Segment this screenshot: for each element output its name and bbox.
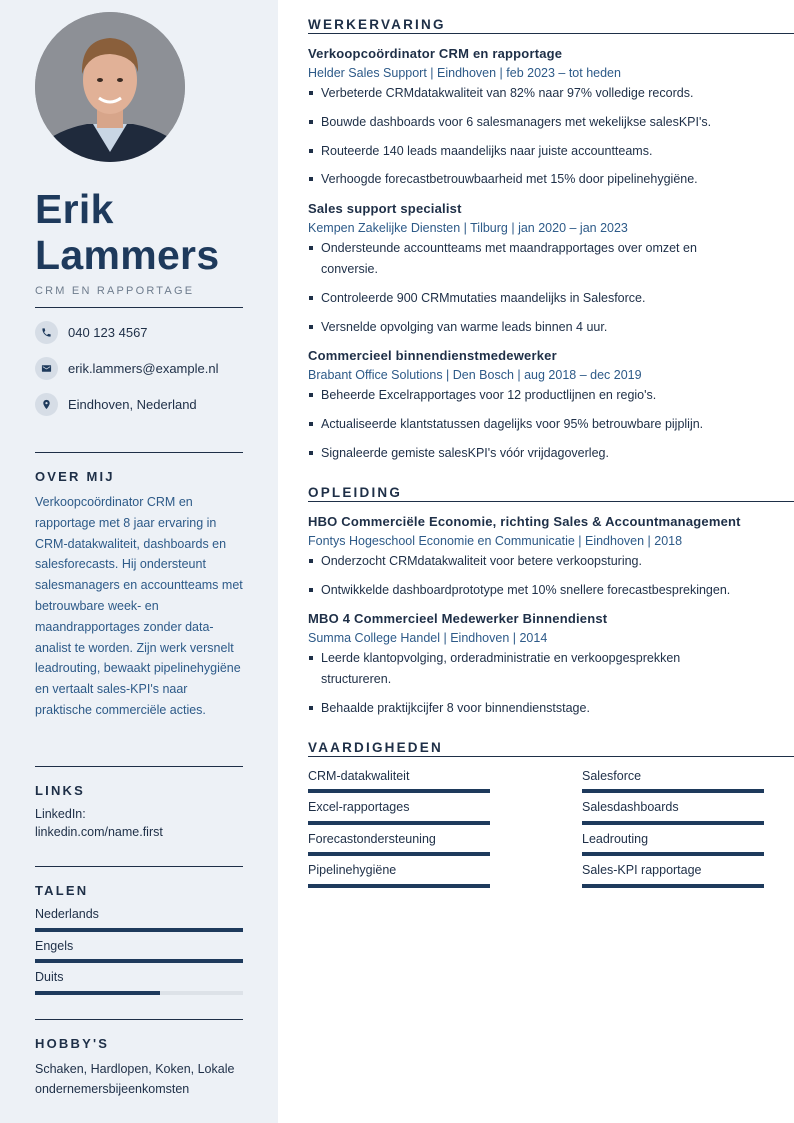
language-name: Engels <box>35 939 74 953</box>
location-text: Eindhoven, Nederland <box>68 397 197 412</box>
experience-heading: WERKERVARING <box>308 17 794 34</box>
divider <box>35 1019 243 1020</box>
education-bullet: Behaalde praktijkcijfer 8 voor binnendienststage. <box>308 698 748 719</box>
job-bullet: Routeerde 140 leads maandelijks naar juiste accountteams. <box>308 141 748 162</box>
skill-bar <box>308 789 490 793</box>
job-bullet: Beheerde Excelrapportages voor 12 productlijnen en regio's. <box>308 385 748 406</box>
links-block <box>35 805 245 841</box>
skill-bar <box>582 821 764 825</box>
language-level-fill <box>35 928 243 932</box>
role-subtitle: CRM EN RAPPORTAGE <box>35 285 195 297</box>
skill-bar <box>308 821 490 825</box>
job-meta: Helder Sales Support | Eindhoven | feb 2023 – tot heden <box>308 66 621 80</box>
contact-phone <box>35 321 148 344</box>
location-pin-icon <box>35 393 58 416</box>
job-meta: Brabant Office Solutions | Den Bosch | aug 2018 – dec 2019 <box>308 368 642 382</box>
job-bullet: Signaleerde gemiste salesKPI's vóór vrijdagoverleg. <box>308 443 748 464</box>
mail-icon <box>35 357 58 380</box>
job-title: Sales support specialist <box>308 201 462 216</box>
language-name: Nederlands <box>35 907 99 921</box>
portrait-image <box>35 12 185 162</box>
contact-email <box>35 357 218 380</box>
phone-number[interactable]: 040 123 4567 <box>68 325 148 340</box>
email-address[interactable]: erik.lammers@example.nl <box>68 361 219 376</box>
hobbies-heading: HOBBY'S <box>35 1036 110 1051</box>
divider <box>35 766 243 767</box>
job-bullet: Actualiseerde klantstatussen dagelijks voor 95% betrouwbare pijplijn. <box>308 414 748 435</box>
divider <box>35 866 243 867</box>
skill-label: Sales-KPI rapportage <box>582 863 702 877</box>
job-bullet: Bouwde dashboards voor 6 salesmanagers met wekelijkse salesKPI's. <box>308 112 748 133</box>
job-title: Verkoopcoördinator CRM en rapportage <box>308 46 563 61</box>
language-level-fill <box>35 991 160 995</box>
job-bullet: Controleerde 900 CRMmutaties maandelijks in Salesforce. <box>308 288 748 309</box>
job-bullet: Verhoogde forecastbetrouwbaarheid met 15% door pipelinehygiëne. <box>308 169 748 190</box>
job-meta: Kempen Zakelijke Diensten | Tilburg | jan 2020 – jan 2023 <box>308 221 628 235</box>
main-content <box>308 0 794 1123</box>
full-name <box>35 186 265 278</box>
phone-icon <box>35 321 58 344</box>
education-bullet: Ontwikkelde dashboardprototype met 10% snellere forecastbesprekingen. <box>308 580 778 601</box>
education-bullet: Leerde klantopvolging, orderadministratie en verkoopgesprekken structureren. <box>308 648 708 690</box>
languages-heading: TALEN <box>35 883 89 898</box>
skills-heading: VAARDIGHEDEN <box>308 740 794 757</box>
links-heading: LINKS <box>35 783 85 798</box>
contact-location <box>35 393 197 416</box>
linkedin-link[interactable]: linkedin.com/name.first <box>35 825 163 839</box>
education-meta: Fontys Hogeschool Economie en Communicatie | Eindhoven | 2018 <box>308 534 683 548</box>
about-text: Verkoopcoördinator CRM en rapportage met 8 jaar ervaring in CRM-datakwaliteit, dashboards en salesforecasts. Hij ondersteunt salesmanagers en accountteams met betrouwbare week- en maandrapportages zonder data-analist te worden. Zijn werk versnelt leadrouting, bewaakt pipelinehygiëne en vertaalt sales-KPI's naar praktische commerciële acties. <box>35 495 243 717</box>
language-level-bar <box>35 928 243 932</box>
linkedin-label: LinkedIn: <box>35 807 86 821</box>
skill-label: Forecastondersteuning <box>308 832 436 846</box>
last-name: Lammers <box>35 232 220 278</box>
skill-bar <box>308 852 490 856</box>
divider <box>35 452 243 453</box>
first-name: Erik <box>35 186 114 232</box>
skill-bar <box>582 789 764 793</box>
job-bullet: Versnelde opvolging van warme leads binnen 4 uur. <box>308 317 748 338</box>
job-bullet: Verbeterde CRMdatakwaliteit van 82% naar 97% volledige records. <box>308 83 748 104</box>
language-level-fill <box>35 959 243 963</box>
skill-bar <box>582 852 764 856</box>
hobbies-text: Schaken, Hardlopen, Koken, Lokale ondernemersbijeenkomsten <box>35 1062 235 1096</box>
education-bullet: Onderzocht CRMdatakwaliteit voor betere verkoopsturing. <box>308 551 748 572</box>
about-heading: OVER MIJ <box>35 469 115 484</box>
skill-bar <box>308 884 490 888</box>
skill-label: CRM-datakwaliteit <box>308 769 410 783</box>
job-title: Commercieel binnendienstmedewerker <box>308 348 557 363</box>
skill-label: Leadrouting <box>582 832 649 846</box>
skill-label: Salesdashboards <box>582 800 679 814</box>
skill-label: Pipelinehygiëne <box>308 863 397 877</box>
skill-label: Excel-rapportages <box>308 800 410 814</box>
language-name: Duits <box>35 970 64 984</box>
skill-label: Salesforce <box>582 769 642 783</box>
skill-bar <box>582 884 764 888</box>
job-bullet: Ondersteunde accountteams met maandrapportages over omzet en conversie. <box>308 238 708 280</box>
education-title: HBO Commerciële Economie, richting Sales & Accountmanagement <box>308 514 741 529</box>
language-level-bar <box>35 959 243 963</box>
language-level-bar <box>35 991 243 995</box>
education-heading: OPLEIDING <box>308 485 794 502</box>
education-meta: Summa College Handel | Eindhoven | 2014 <box>308 631 548 645</box>
education-title: MBO 4 Commercieel Medewerker Binnendienst <box>308 611 608 626</box>
divider <box>35 307 243 308</box>
profile-photo <box>35 12 185 162</box>
